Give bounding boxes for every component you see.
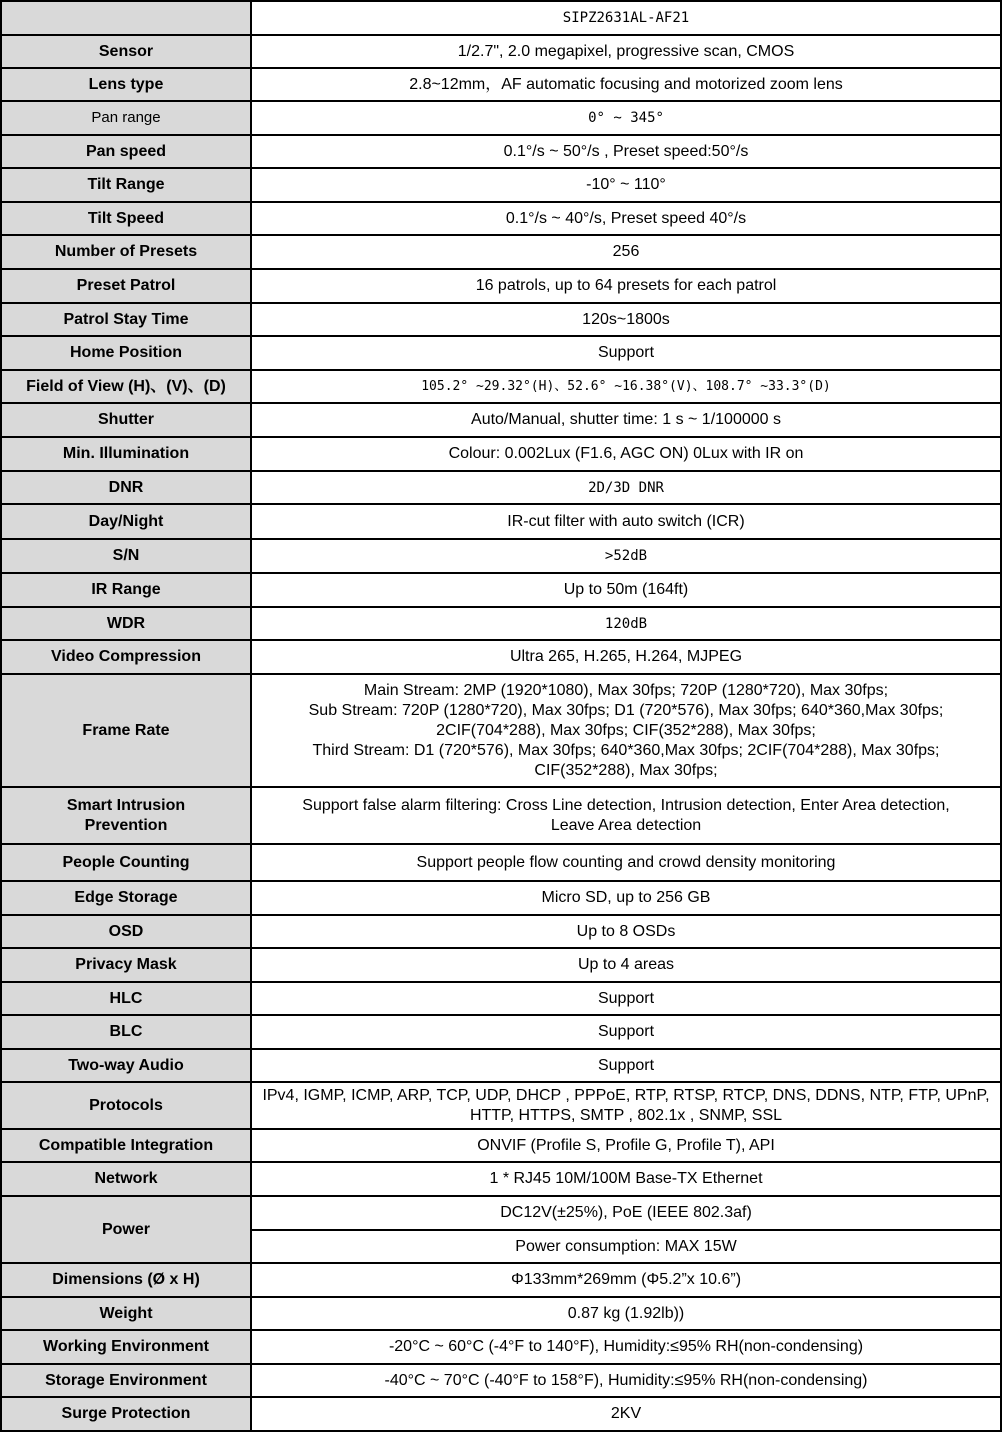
table-row: [1, 235, 1001, 269]
table-row: [1, 640, 1001, 674]
row-label: Min. Illumination: [1, 437, 251, 471]
value-line: IPv4, IGMP, ICMP, ARP, TCP, UDP, DHCP , PPPoE, RTP, RTSP, RTCP, DNS, DDNS, NTP, FTP, UPnP,: [262, 1086, 990, 1104]
row-value: 256: [251, 235, 1001, 269]
row-label: Preset Patrol: [1, 269, 251, 303]
row-label: WDR: [1, 607, 251, 640]
table-row: [1, 504, 1001, 539]
row-label: Network: [1, 1162, 251, 1196]
row-value: Φ133mm*269mm (Φ5.2”x 10.6”): [251, 1263, 1001, 1297]
table-row: [1, 573, 1001, 607]
row-label: Power: [1, 1196, 251, 1263]
row-value: Power consumption: MAX 15W: [251, 1230, 1001, 1263]
table-row: [1, 437, 1001, 471]
row-value: Up to 8 OSDs: [251, 915, 1001, 948]
table-row: [1, 1015, 1001, 1049]
row-label: BLC: [1, 1015, 251, 1049]
row-value: 2D/3D DNR: [251, 471, 1001, 504]
row-value: DC12V(±25%), PoE (IEEE 802.3af): [251, 1196, 1001, 1230]
row-value: Support: [251, 336, 1001, 370]
row-label: Dimensions (Ø x H): [1, 1263, 251, 1297]
row-value: IR-cut filter with auto switch (ICR): [251, 504, 1001, 539]
table-row: [1, 1397, 1001, 1431]
row-label: Lens type: [1, 68, 251, 101]
row-label: Two-way Audio: [1, 1049, 251, 1082]
row-label: Privacy Mask: [1, 948, 251, 982]
table-row: [1, 948, 1001, 982]
row-value: 2.8~12mm，AF automatic focusing and motorized zoom lens: [251, 68, 1001, 101]
row-label: Patrol Stay Time: [1, 303, 251, 336]
table-row: [1, 1196, 1001, 1230]
row-label: Sensor: [1, 35, 251, 68]
table-row: [1, 269, 1001, 303]
row-label: Edge Storage: [1, 881, 251, 915]
row-value: 0° ~ 345°: [251, 101, 1001, 135]
row-label: Video Compression: [1, 640, 251, 674]
row-label: Pan speed: [1, 135, 251, 168]
table-row: [1, 168, 1001, 202]
table-row: [1, 982, 1001, 1015]
value-line: Support false alarm filtering: Cross Line detection, Intrusion detection, Enter Area detection,: [302, 796, 950, 814]
row-value: 16 patrols, up to 64 presets for each patrol: [251, 269, 1001, 303]
label-line: Prevention: [84, 816, 168, 834]
table-row: [1, 370, 1001, 403]
row-value: Up to 4 areas: [251, 948, 1001, 982]
row-value: Auto/Manual, shutter time: 1 s ~ 1/100000 s: [251, 403, 1001, 437]
row-value: -10° ~ 110°: [251, 168, 1001, 202]
row-value: 1/2.7", 2.0 megapixel, progressive scan, CMOS: [251, 35, 1001, 68]
row-value: ONVIF (Profile S, Profile G, Profile T), API: [251, 1129, 1001, 1162]
row-value: 0.1°/s ~ 40°/s, Preset speed 40°/s: [251, 202, 1001, 235]
row-label: Working Environment: [1, 1330, 251, 1364]
row-label: [1, 787, 251, 844]
table-row: [1, 881, 1001, 915]
row-value: [251, 1082, 1001, 1129]
row-label: People Counting: [1, 844, 251, 881]
table-row: [1, 1049, 1001, 1082]
row-label: Shutter: [1, 403, 251, 437]
row-value: -40°C ~ 70°C (-40°F to 158°F), Humidity:≤95% RH(non-condensing): [251, 1364, 1001, 1397]
row-label: S/N: [1, 539, 251, 573]
table-row: [1, 35, 1001, 68]
row-value: 1 * RJ45 10M/100M Base-TX Ethernet: [251, 1162, 1001, 1196]
row-value: 2KV: [251, 1397, 1001, 1431]
row-label: Frame Rate: [1, 674, 251, 787]
row-label: Surge Protection: [1, 1397, 251, 1431]
table-row: [1, 202, 1001, 235]
row-value: >52dB: [251, 539, 1001, 573]
row-value: [251, 787, 1001, 844]
row-value: Micro SD, up to 256 GB: [251, 881, 1001, 915]
row-value: Support: [251, 982, 1001, 1015]
row-value: Support people flow counting and crowd density monitoring: [251, 844, 1001, 881]
row-value: [251, 674, 1001, 787]
row-value: 0.1°/s ~ 50°/s , Preset speed:50°/s: [251, 135, 1001, 168]
row-label: Protocols: [1, 1082, 251, 1129]
row-label: Tilt Range: [1, 168, 251, 202]
row-label: DNR: [1, 471, 251, 504]
table-row: [1, 1364, 1001, 1397]
table-row: [1, 1129, 1001, 1162]
value-line: CIF(352*288), Max 30fps;: [534, 761, 718, 779]
table-row: [1, 607, 1001, 640]
row-value: -20°C ~ 60°C (-4°F to 140°F), Humidity:≤95% RH(non-condensing): [251, 1330, 1001, 1364]
table-row: [1, 101, 1001, 135]
row-label: Tilt Speed: [1, 202, 251, 235]
table-row: [1, 787, 1001, 844]
row-value: Ultra 265, H.265, H.264, MJPEG: [251, 640, 1001, 674]
table-row: [1, 403, 1001, 437]
table-row: [1, 135, 1001, 168]
label-line: Smart Intrusion: [66, 796, 186, 814]
value-line: HTTP, HTTPS, SMTP , 802.1x , SNMP, SSL: [469, 1106, 783, 1124]
row-label: Pan range: [1, 101, 251, 135]
table-row: [1, 303, 1001, 336]
row-label: Weight: [1, 1297, 251, 1330]
header-blank-cell: [1, 1, 251, 35]
value-line: 2CIF(704*288), Max 30fps; CIF(352*288), Max 30fps;: [436, 721, 816, 739]
row-value: 120dB: [251, 607, 1001, 640]
row-label: Compatible Integration: [1, 1129, 251, 1162]
row-label: Day/Night: [1, 504, 251, 539]
row-label: Storage Environment: [1, 1364, 251, 1397]
row-value: 0.87 kg (1.92lb)): [251, 1297, 1001, 1330]
row-value: 120s~1800s: [251, 303, 1001, 336]
table-row: [1, 68, 1001, 101]
table-row: [1, 336, 1001, 370]
table-row: [1, 1162, 1001, 1196]
row-label: HLC: [1, 982, 251, 1015]
row-label: Field of View (H)、(V)、(D): [1, 370, 251, 403]
table-row: [1, 471, 1001, 504]
row-label: Number of Presets: [1, 235, 251, 269]
row-label: Home Position: [1, 336, 251, 370]
table-row: [1, 844, 1001, 881]
table-row: [1, 674, 1001, 787]
value-line: Sub Stream: 720P (1280*720), Max 30fps; D1 (720*576), Max 30fps; 640*360,Max 30fps;: [308, 701, 944, 719]
row-value: Colour: 0.002Lux (F1.6, AGC ON) 0Lux with IR on: [251, 437, 1001, 471]
model-name: SIPZ2631AL-AF21: [251, 1, 1001, 35]
row-value: 105.2° ~29.32°(H)、52.6° ~16.38°(V)、108.7° ~33.3°(D): [251, 370, 1001, 403]
table-row: [1, 1263, 1001, 1297]
row-value: Support: [251, 1049, 1001, 1082]
table-row: [1, 1, 1001, 35]
row-label: IR Range: [1, 573, 251, 607]
value-line: Third Stream: D1 (720*576), Max 30fps; 640*360,Max 30fps; 2CIF(704*288), Max 30fps;: [312, 741, 940, 759]
value-line: Leave Area detection: [550, 816, 702, 834]
row-value: Support: [251, 1015, 1001, 1049]
table-row: [1, 1297, 1001, 1330]
table-row: [1, 1330, 1001, 1364]
row-value: Up to 50m (164ft): [251, 573, 1001, 607]
table-row: [1, 915, 1001, 948]
value-line: Main Stream: 2MP (1920*1080), Max 30fps; 720P (1280*720), Max 30fps;: [363, 681, 889, 699]
table-row: [1, 539, 1001, 573]
table-row: [1, 1082, 1001, 1129]
row-label: OSD: [1, 915, 251, 948]
